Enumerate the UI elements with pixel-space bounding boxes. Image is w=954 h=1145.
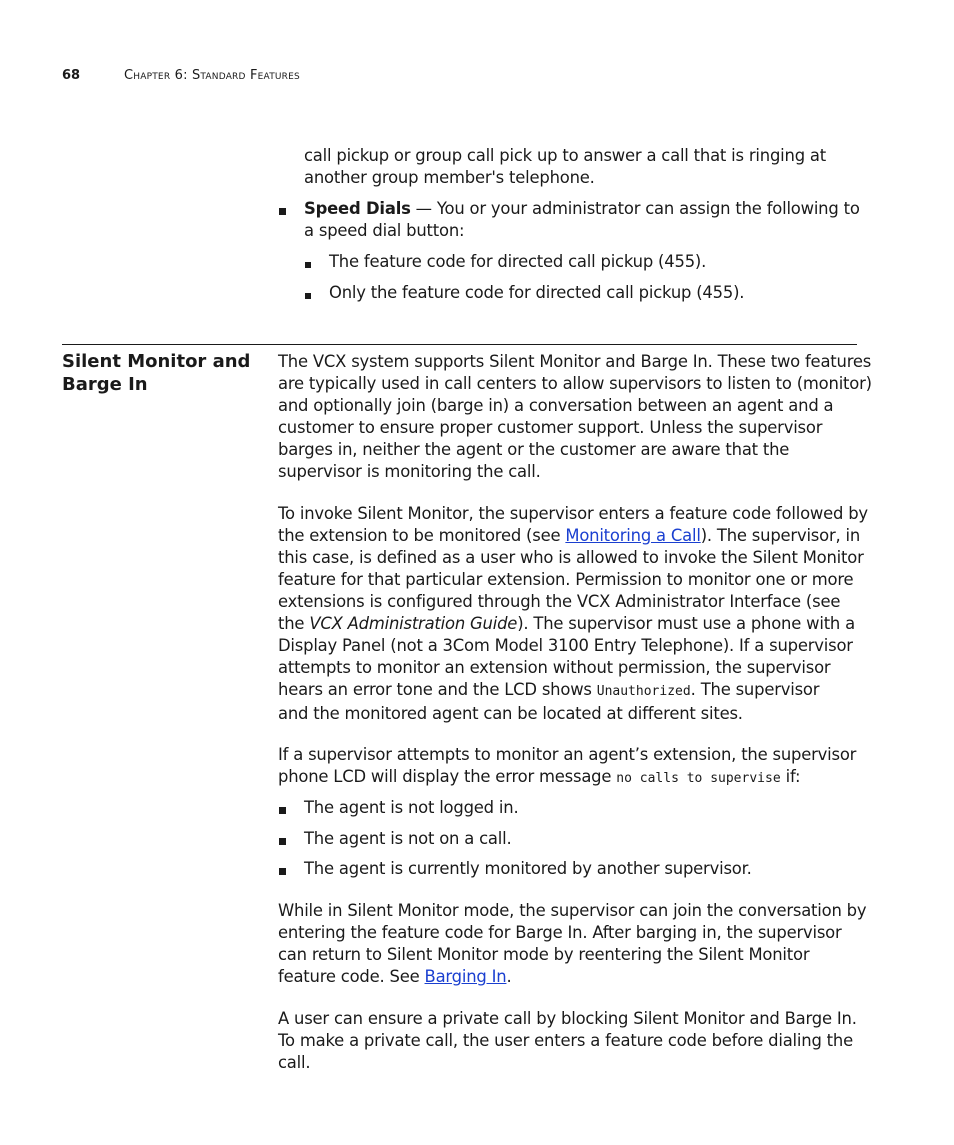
text-line: phone LCD will display the error message: [278, 767, 617, 786]
heading-line: Barge In: [62, 374, 148, 395]
text-line: feature for that particular extension. Permission to monitor one or more: [278, 570, 854, 589]
text-line: .: [506, 967, 512, 986]
bullet-marker: [279, 868, 286, 875]
text-line: this case, is defined as a user who is allowed to invoke the Silent Monitor: [278, 548, 864, 567]
sub-bullet-item: Only the feature code for directed call pickup (455).: [329, 283, 745, 302]
text-line: If a supervisor attempts to monitor an agent’s extension, the supervisor: [278, 745, 857, 764]
chapter-title: Chapter 6: Standard Features: [124, 68, 300, 83]
text-line: ). The supervisor, in: [700, 526, 861, 545]
list-item: The agent is not on a call.: [304, 829, 512, 848]
bullet-marker: [279, 208, 286, 215]
bullet-marker: [279, 838, 286, 845]
text-line: feature code. See: [278, 967, 425, 986]
text-line: extensions is configured through the VCX Administrator Interface (see: [278, 592, 841, 611]
text-line: and optionally join (barge in) a conversation between an agent and a: [278, 396, 834, 415]
paragraph-barge: [278, 900, 866, 988]
text-line: can return to Silent Monitor mode by reentering the Silent Monitor: [278, 945, 810, 964]
section-divider: [62, 344, 857, 345]
text-line: the extension to be monitored (see: [278, 526, 566, 545]
page-header: [62, 67, 300, 85]
paragraph-error: [278, 744, 856, 790]
text-line: are typically used in call centers to allow supervisors to listen to (monitor): [278, 374, 872, 393]
text-line: another group member's telephone.: [304, 168, 595, 187]
speed-dials-item: [304, 198, 860, 242]
speed-dials-term: Speed Dials: [304, 199, 411, 218]
text-line: customer to ensure proper customer support. Unless the supervisor: [278, 418, 823, 437]
paragraph-invoke: [278, 503, 868, 725]
guide-title: VCX Administration Guide: [309, 614, 518, 633]
sub-bullet-marker: [305, 293, 311, 299]
barging-in-link[interactable]: Barging In: [424, 967, 507, 986]
text-line: and the monitored agent can be located at different sites.: [278, 704, 743, 723]
sub-bullet-item: The feature code for directed call pickup (455).: [329, 252, 707, 271]
page-number: 68: [62, 68, 81, 83]
text-line: . The supervisor: [690, 680, 820, 699]
heading-line: Silent Monitor and: [62, 351, 251, 372]
paragraph-intro: [278, 351, 872, 483]
text-line: the: [278, 614, 310, 633]
text-line: call.: [278, 1053, 311, 1072]
text-line: supervisor is monitoring the call.: [278, 462, 541, 481]
paragraph-private-call: [278, 1008, 857, 1074]
text-line: To invoke Silent Monitor, the supervisor enters a feature code followed by: [278, 504, 868, 523]
text-line: a speed dial button:: [304, 221, 465, 240]
text-line: ). The supervisor must use a phone with a: [517, 614, 855, 633]
lcd-message-code: no calls to supervise: [616, 771, 781, 786]
continuation-paragraph: [304, 145, 826, 189]
list-item: The agent is currently monitored by another supervisor.: [304, 859, 752, 878]
monitoring-a-call-link[interactable]: Monitoring a Call: [565, 526, 701, 545]
text-line: call pickup or group call pick up to answer a call that is ringing at: [304, 146, 826, 165]
lcd-message-code: Unauthorized: [596, 684, 691, 699]
text-line: Display Panel (not a 3Com Model 3100 Entry Telephone). If a supervisor: [278, 636, 853, 655]
text-line: The VCX system supports Silent Monitor and Barge In. These two features: [278, 352, 872, 371]
text-line: — You or your administrator can assign the following to: [410, 199, 860, 218]
bullet-marker: [279, 807, 286, 814]
text-line: barges in, neither the agent or the customer are aware that the: [278, 440, 790, 459]
section-heading: [62, 350, 262, 396]
text-line: hears an error tone and the LCD shows: [278, 680, 597, 699]
text-line: While in Silent Monitor mode, the supervisor can join the conversation by: [278, 901, 867, 920]
text-line: A user can ensure a private call by blocking Silent Monitor and Barge In.: [278, 1009, 857, 1028]
text-line: attempts to monitor an extension without permission, the supervisor: [278, 658, 831, 677]
list-item: The agent is not logged in.: [304, 798, 519, 817]
text-line: To make a private call, the user enters a feature code before dialing the: [278, 1031, 853, 1050]
sub-bullet-marker: [305, 262, 311, 268]
text-line: entering the feature code for Barge In. After barging in, the supervisor: [278, 923, 842, 942]
text-line: if:: [780, 767, 801, 786]
